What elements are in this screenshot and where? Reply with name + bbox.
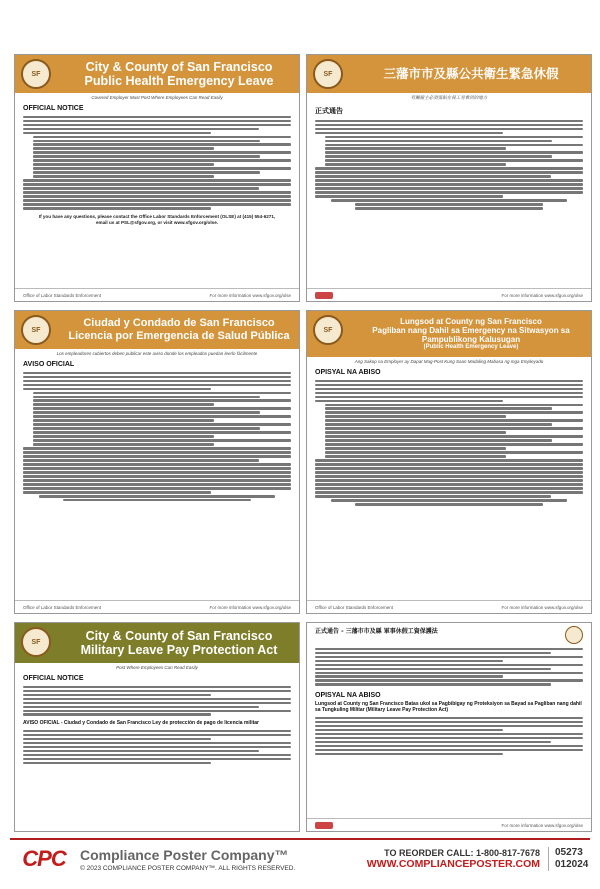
contact-line-2: email us at PSL@sfgov.org, or visit www.sfgov.org/olse. bbox=[95, 220, 219, 226]
panel-footer: For more information www.sfgov.org/olse bbox=[307, 818, 591, 831]
notice-heading: OFFICIAL NOTICE bbox=[23, 675, 84, 682]
notice-heading: OPISYAL NA ABISO bbox=[315, 369, 381, 376]
olse-logo-icon bbox=[315, 822, 333, 829]
reorder-block bbox=[367, 848, 540, 870]
brand-bar bbox=[10, 838, 590, 878]
panel-footer: Office of Labor Standards Enforcement For more information www.sfgov.org/olse bbox=[15, 288, 299, 301]
panel-title: Lungsod at County ng San Francisco Pagliban nang Dahil sa Emergency na Sitwasyon sa Pampublikong Kalusugan (Public Health Emergency Leave) bbox=[372, 316, 570, 351]
panel-title: City & County of San Francisco Public Health Emergency Leave bbox=[84, 59, 274, 88]
poster-code: 05273 bbox=[555, 847, 583, 858]
panel-header bbox=[307, 311, 591, 357]
body-text bbox=[15, 686, 299, 716]
panel-chinese bbox=[306, 54, 592, 302]
body-text bbox=[307, 380, 591, 506]
panel-subtitle: 有關僱主必須張貼在員工易看到的地方 bbox=[410, 96, 488, 101]
notice-heading: AVISO OFICIAL bbox=[23, 361, 75, 368]
brand-name: Compliance Poster Company™ bbox=[80, 846, 289, 863]
brand-block bbox=[80, 847, 367, 872]
contact-line: If you have any questions, please contact the Office Labor Standards Enforcement (OLSE) at (415) 554-6271, bbox=[38, 214, 276, 220]
panel-tagalog bbox=[306, 310, 592, 614]
panel-header bbox=[15, 311, 299, 349]
cpc-logo: CPC bbox=[22, 846, 66, 871]
city-seal-icon: SF bbox=[21, 59, 51, 89]
body-text bbox=[307, 120, 591, 210]
city-seal-icon bbox=[565, 626, 583, 644]
poster bbox=[10, 10, 590, 870]
website-link[interactable]: WWW.COMPLIANCEPOSTER.COM bbox=[366, 858, 540, 870]
olse-logo-icon bbox=[315, 292, 333, 299]
panel-subtitle: Covered Employer Must Post Where Employees Can Read Easily bbox=[91, 95, 223, 100]
city-seal-icon: SF bbox=[313, 59, 343, 89]
panel-header bbox=[15, 623, 299, 663]
panel-footer: Office of Labor Standards Enforcement For more information www.sfgov.org/olse bbox=[15, 600, 299, 613]
city-seal-icon: SF bbox=[21, 315, 51, 345]
copyright: © 2023 COMPLIANCE POSTER COMPANY™. ALL RIGHTS RESERVED. bbox=[80, 864, 296, 872]
panel-footer: Office of Labor Standards Enforcement For more information www.sfgov.org/olse bbox=[307, 600, 591, 613]
panel-header bbox=[307, 55, 591, 93]
panel-subtitle: Post Where Employees Can Read Easily bbox=[116, 665, 198, 670]
revision-code: 012024 bbox=[555, 859, 589, 870]
notice-heading-zh: 正式通告 - 三藩市市及縣 軍事休假工資保護法 bbox=[307, 623, 591, 646]
panel-title: 三藩市市及縣公共衛生緊急休假 bbox=[383, 65, 559, 81]
body-text-zh bbox=[307, 648, 591, 686]
body-text bbox=[15, 116, 299, 210]
panel-header bbox=[15, 55, 299, 93]
panel-subtitle: Ang Sakop na Employer ay Dapat Mag-Post Kung Saan Madaling Mabasa ng mga Empleyado bbox=[354, 359, 544, 364]
reorder-phone[interactable]: TO REORDER CALL: 1-800-817-7678 bbox=[384, 848, 540, 858]
panel-english bbox=[14, 54, 300, 302]
panel-military-translations bbox=[306, 622, 592, 832]
notice-subheading-tl: Lungsod at County ng San Francisco Batas ukol sa Pagbibigay ng Proteksiyon sa Bayad sa Pagliban nang dahil sa Tungkuling Militar (Military Leave Pay Protection Act) bbox=[315, 701, 582, 714]
city-seal-icon: SF bbox=[21, 627, 51, 657]
panel-spanish bbox=[14, 310, 300, 614]
panel-military bbox=[14, 622, 300, 832]
body-text-tl bbox=[307, 717, 591, 755]
poster-codes bbox=[548, 847, 590, 871]
city-seal-icon: SF bbox=[313, 315, 343, 345]
panel-footer: For more information www.sfgov.org/olse bbox=[307, 288, 591, 301]
notice-heading-es: AVISO OFICIAL - Ciudad y Condado de San Francisco Ley de protección de pago de licencia militar bbox=[23, 720, 259, 727]
panel-subtitle: Los empleadores cubiertos deben publicar este aviso donde los empleados puedan leerlo fácilmente bbox=[56, 351, 258, 356]
body-text-es bbox=[15, 730, 299, 764]
body-text bbox=[15, 372, 299, 502]
notice-heading: OFFICIAL NOTICE bbox=[23, 105, 84, 112]
panel-title: City & County of San Francisco Military Leave Pay Protection Act bbox=[80, 628, 278, 657]
notice-heading: 正式通告 bbox=[315, 107, 343, 115]
notice-heading-tl: OPISYAL NA ABISO bbox=[315, 692, 381, 700]
panel-title: Ciudad y Condado de San Francisco Licencia por Emergencia de Salud Pública bbox=[68, 317, 290, 342]
